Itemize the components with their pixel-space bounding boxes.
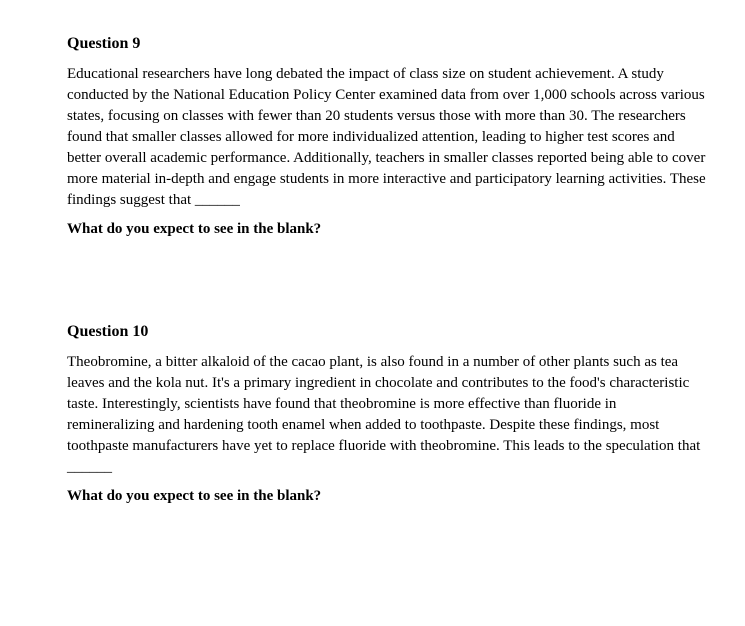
question-title: Question 10 [67, 323, 149, 340]
question-10 [67, 322, 707, 506]
question-9 [67, 34, 707, 239]
question-title: Question 9 [67, 35, 141, 52]
question-passage: Educational researchers have long debated the impact of class size on student achievement. A study conducted by the National Education Policy Center examined data from over 1,000 schools across various states, focusing on classes with fewer than 20 students versus those with more than 30. The researchers found that smaller classes allowed for more individualized attention, leading to higher test scores and better overall academic performance. Additionally, teachers in smaller classes reported being able to cover more material in-depth and engage students in more interactive and participatory learning activities. These findings suggest that ______ [67, 66, 706, 208]
question-passage: Theobromine, a bitter alkaloid of the cacao plant, is also found in a number of other plants such as tea leaves and the kola nut. It's a primary ingredient in chocolate and contributes to the food's characteristic taste. Interestingly, scientists have found that theobromine is more effective than fluoride in remineralizing and hardening tooth enamel when added to toothpaste. Despite these findings, most toothpaste manufacturers have yet to replace fluoride with theobromine. This leads to the speculation that ______ [67, 354, 701, 475]
question-prompt: What do you expect to see in the blank? [67, 488, 322, 504]
question-prompt: What do you expect to see in the blank? [67, 221, 322, 237]
